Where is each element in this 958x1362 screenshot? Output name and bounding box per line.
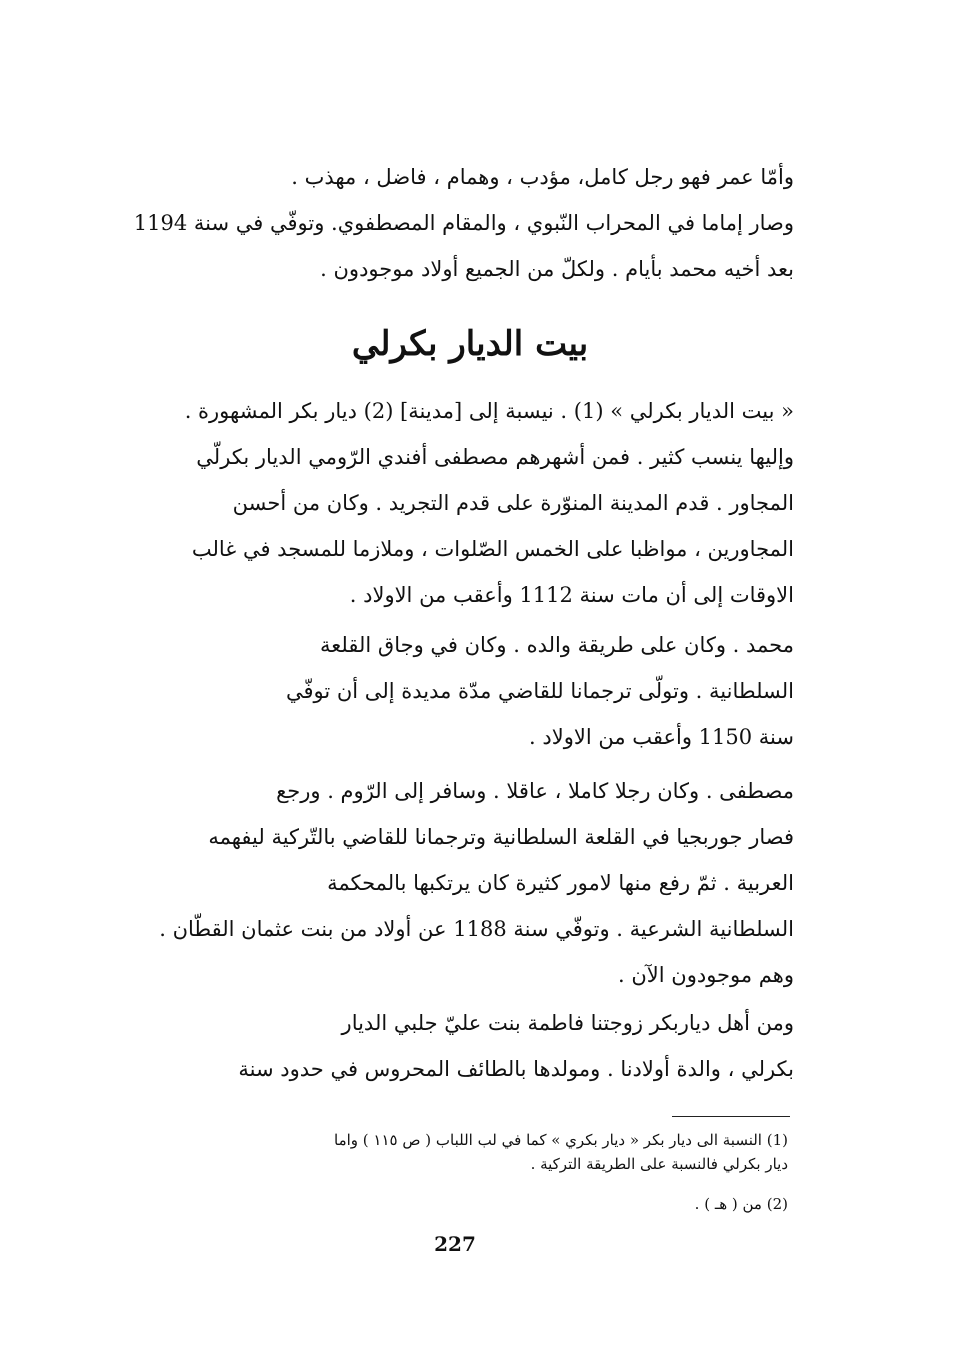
text-line: السلطانية . وتولّى ترجمانا للقاضي مدّة مديدة إلى أن توفّي xyxy=(285,679,794,703)
text-line: بعد أخيه محمد بأيام . ولكلّ من الجميع أولاد موجودون . xyxy=(320,257,794,281)
text-line: العربية . ثمّ رفع منها لامور كثيرة كان يرتكبها بالمحكمة xyxy=(327,871,794,895)
text-line: محمد . وكان على طريقة والده . وكان في وجاق القلعة xyxy=(320,633,794,657)
section-heading: بيت الديار بكرلي xyxy=(351,324,589,364)
text-line: وأمّا عمر فهو رجل كامل، مؤدب ، وهمام ، فاضل ، مهذب . xyxy=(291,165,794,189)
footnote-1-line-2: ديار بكرلي فالنسبة على الطريقة التركية . xyxy=(530,1155,788,1173)
paragraph-muhammad xyxy=(122,622,794,760)
footnote-divider xyxy=(672,1116,790,1117)
text-line: ومن أهل دياربكر زوجتنا فاطمة بنت عليّ جلبي الديار xyxy=(341,1011,794,1035)
text-line: بكرلي ، والدة أولادنا . ومولدها بالطائف المحروس في حدود سنة xyxy=(238,1057,794,1081)
paragraph-fatima xyxy=(122,1000,794,1092)
text-line: سنة 1150 وأعقب من الاولاد . xyxy=(529,725,794,749)
text-line: الاوقات إلى أن مات سنة 1112 وأعقب من الاولاد . xyxy=(349,583,794,607)
footnote-1-line-1: (1) النسبة الى ديار بكر « ديار بكري » كما في لب اللباب ( ص ١١٥ ) واما xyxy=(334,1131,788,1149)
page-number: 227 xyxy=(434,1232,476,1256)
text-line: مصطفى . وكان رجلا كاملا ، عاقلا . وسافر إلى الرّوم . ورجع xyxy=(276,779,794,803)
footnote-2: (2) من ( هـ ) . xyxy=(694,1195,788,1213)
text-line: المجاورين ، مواظبا على الخمس الصّلوات ، وملازما للمسجد في غالب xyxy=(191,537,794,561)
text-line: وهم موجودون الآن . xyxy=(618,963,794,987)
text-line: المجاور . قدم المدينة المنوّرة على قدم التجريد . وكان من أحسن xyxy=(232,491,794,515)
text-line: « بيت الديار بكرلي » (1) . نيسبة إلى [مدينة] (2) ديار بكر المشهورة . xyxy=(184,399,794,423)
paragraph-mustafa xyxy=(122,768,794,998)
text-line: وصار إماما في المحراب النّبوي ، والمقام المصطفوي. وتوفّي في سنة 1194 xyxy=(133,211,794,235)
paragraph-house-intro xyxy=(122,388,794,618)
text-line: السلطانية الشرعية . وتوفّي سنة 1188 عن أولاد من بنت عثمان القطّان . xyxy=(159,917,794,941)
paragraph-omar xyxy=(122,154,794,292)
text-line: فصار جوربجيا في القلعة السلطانية وترجمانا للقاضي بالتّركية ليفهمه xyxy=(208,825,794,849)
text-line: وإليها ينسب كثير . فمن أشهرهم مصطفى أفندي الرّومي الديار بكرلّي xyxy=(196,445,794,469)
